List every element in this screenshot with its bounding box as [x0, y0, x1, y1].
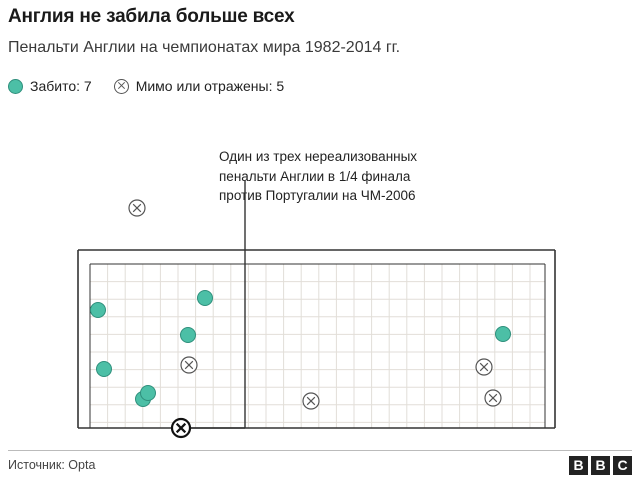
legend-label-scored: Забито: 7	[30, 78, 92, 94]
chart-legend	[8, 78, 298, 94]
page-title: Англия не забила больше всех	[8, 6, 295, 27]
missed-penalty-marker	[476, 359, 492, 375]
bbc-logo-letter-3: C	[613, 456, 632, 475]
missed-penalty-marker	[303, 393, 319, 409]
page-subtitle: Пенальти Англии на чемпионатах мира 1982-2014 гг.	[8, 39, 401, 56]
missed-penalty-marker	[172, 419, 190, 437]
bbc-logo-letter-1: B	[569, 456, 588, 475]
circle-cross-icon	[114, 79, 129, 94]
missed-penalty-marker	[181, 357, 197, 373]
scored-penalty-marker	[496, 327, 511, 342]
legend-item-scored	[8, 78, 92, 94]
scored-penalty-marker	[91, 303, 106, 318]
bbc-logo-letter-2: B	[591, 456, 610, 475]
scored-penalty-marker	[141, 386, 156, 401]
scored-penalty-marker	[198, 291, 213, 306]
filled-circle-icon	[8, 79, 23, 94]
missed-penalty-marker	[485, 390, 501, 406]
scored-penalty-marker	[181, 328, 196, 343]
source-label: Источник: Opta	[8, 458, 96, 472]
scored-penalty-marker	[97, 362, 112, 377]
legend-item-missed	[114, 78, 284, 94]
annotation-line-1: Один из трех нереализованных	[219, 149, 418, 164]
chart-canvas	[0, 120, 640, 450]
missed-penalty-marker	[129, 200, 145, 216]
penalty-scatter-chart	[0, 120, 640, 450]
annotation-line-2: пенальти Англии в 1/4 финала	[219, 168, 411, 184]
annotation-line-3: против Португалии на ЧМ-2006	[219, 188, 416, 204]
legend-label-missed: Мимо или отражены: 5	[135, 78, 285, 94]
footer-divider	[8, 450, 632, 451]
bbc-logo	[569, 456, 632, 475]
